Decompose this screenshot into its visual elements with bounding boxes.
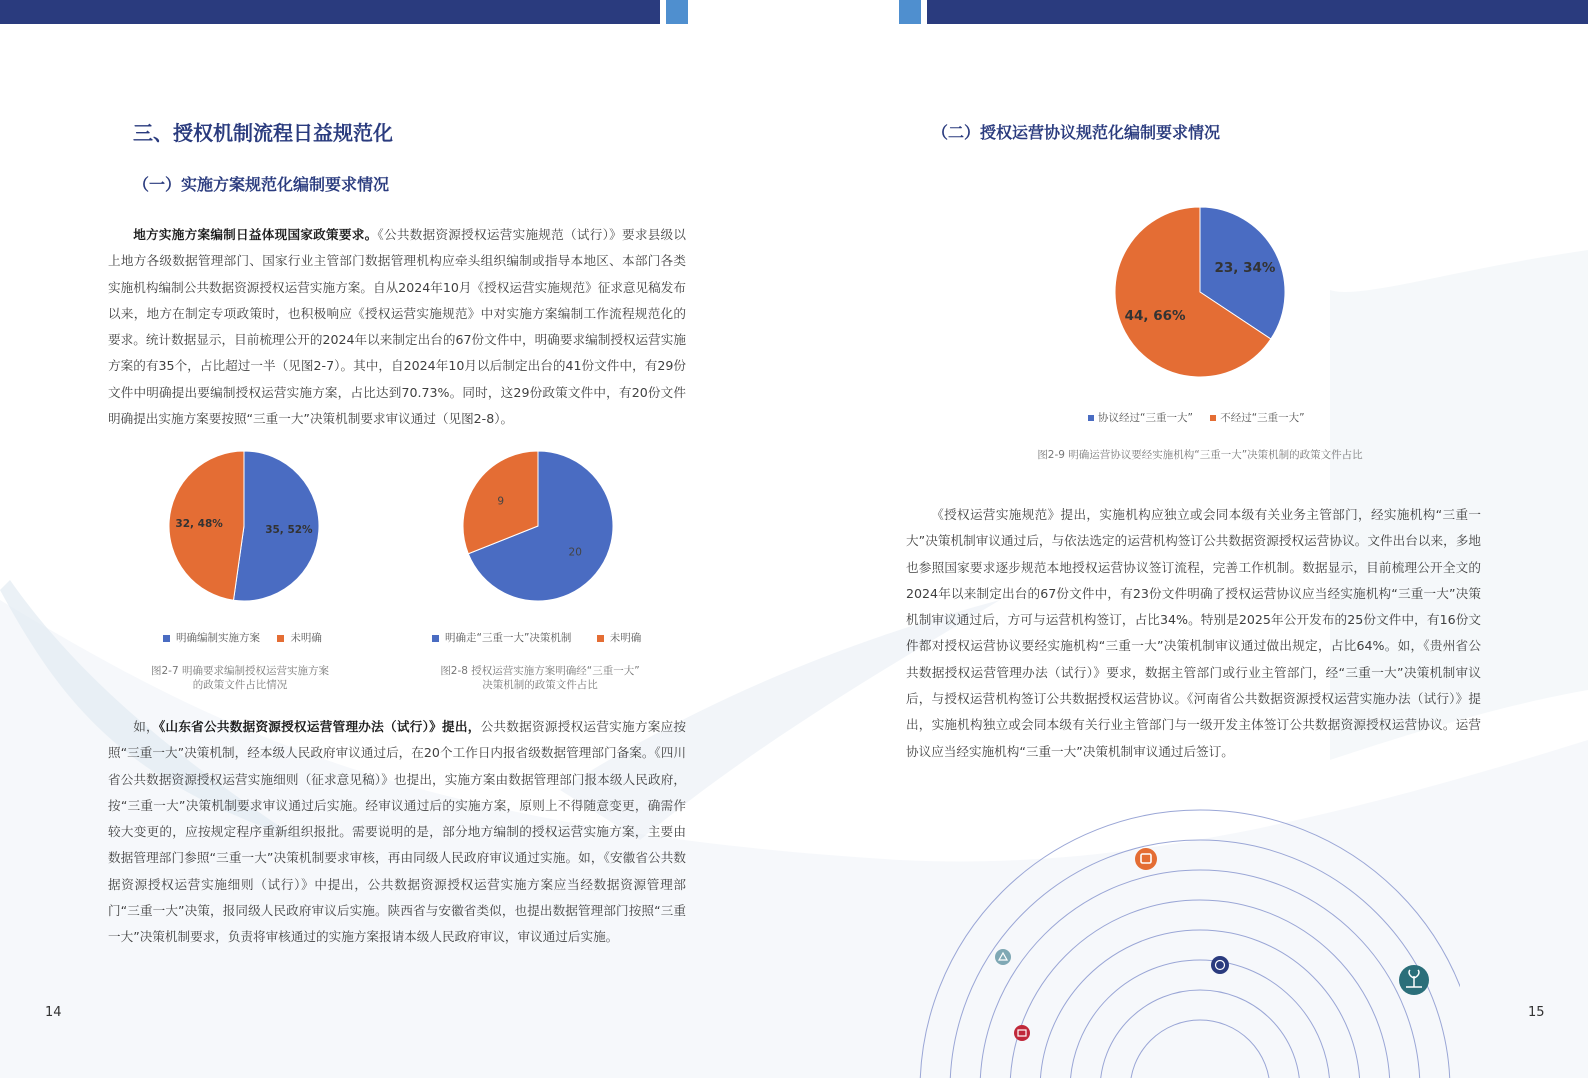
legend-item xyxy=(432,630,571,645)
subsection-title-left: （一）实施方案规范化编制要求情况 xyxy=(133,175,390,194)
page-number-left: 14 xyxy=(45,1005,62,1020)
legend-fig2-9 xyxy=(1088,410,1319,425)
legend-item xyxy=(1088,410,1193,425)
paragraph-3: 《授权运营实施规范》提出，实施机构应独立或会同本级有关业务主管部门，经实施机构“三重一大”决策机制审议通过后，与依法选定的运营机构签订公共数据资源授权运营协议。文件出台以来，多地也参照国家要求逐步规范本地授权运营协议签订流程，完善工作机制。数据显示，目前梳理公开全文的2024年以来制定出台的67份文件中，有23份文件明确了授权运营协议应当经实施机构“三重一大”决策机制审议通过后，方可与运营机构签订，占比34%。特别是2025年公开发布的25份文件中，有16份文件都对授权运营协议要经实施机构“三重一大”决策机制审议通过做出规定，占比64%。如，《贵州省公共数据授权运营管理办法（试行）》要求，数据主管部门或行业主管部门，经“三重一大”决策机制审议后，与授权运营机构签订公共数据授权运营协议。《河南省公共数据资源授权运营实施办法（试行）》提出，实施机构独立或会同本级有关行业主管部门与一级开发主体签订公共数据资源授权运营协议。运营协议应当经实施机构“三重一大”决策机制审议通过后签订。 xyxy=(906,507,1481,759)
data-label: 23, 34% xyxy=(1214,259,1276,276)
top-bar-right xyxy=(927,0,1588,24)
plant-icon xyxy=(1399,965,1429,995)
data-label: 44, 66% xyxy=(1124,308,1186,325)
caption-line: 图2-8 授权运营实施方案明确经“三重一大” xyxy=(440,665,640,677)
paragraph-2-prefix: 如， xyxy=(133,719,159,734)
legend-swatch-blue xyxy=(432,635,439,642)
pie-chart-fig2-8 xyxy=(462,450,614,602)
legend-item xyxy=(1210,410,1304,425)
paragraph-2-lead: 《山东省公共数据资源授权运营管理办法（试行）》提出， xyxy=(158,719,481,734)
data-label: 32, 48% xyxy=(175,517,223,530)
caption-fig2-9: 图2-9 明确运营协议要经实施机构“三重一大”决策机制的政策文件占比 xyxy=(1037,449,1363,461)
legend-label: 未明确 xyxy=(290,632,322,644)
data-label: 35, 52% xyxy=(265,524,313,537)
legend-swatch-blue xyxy=(163,635,170,642)
paragraph-2 xyxy=(108,714,686,951)
paragraph-1-lead: 地方实施方案编制日益体现国家政策要求。 xyxy=(133,227,378,242)
legend-swatch-orange xyxy=(277,635,284,642)
legend-swatch-blue xyxy=(1088,415,1094,421)
caption-line: 的政策文件占比情况 xyxy=(192,679,288,691)
pie-chart-fig2-7 xyxy=(168,450,320,602)
globe-icon xyxy=(1211,956,1229,974)
paragraph-2-body: 公共数据资源授权运营实施方案应按照“三重一大”决策机制，经本级人民政府审议通过后，在20个工作日内报省级数据管理部门备案。《四川省公共数据资源授权运营实施细则（征求意见稿）》也提出，实施方案由数据管理部门报本级人民政府，按“三重一大”决策机制要求审议通过后实施。经审议通过后的实施方案，原则上不得随意变更，确需作较大变更的，应按规定程序重新组织报批。需要说明的是，部分地方编制的授权运营实施方案，主要由数据管理部门参照“三重一大”决策机制要求审核，再由同级人民政府审议通过实施。如，《安徽省公共数据资源授权运营实施细则（试行）》中提出，公共数据资源授权运营实施方案应当经数据资源管理部门“三重一大”决策，报同级人民政府审议后实施。陕西省与安徽省类似，也提出数据管理部门按照“三重一大”决策机制要求，负责将审核通过的实施方案报请本级人民政府审议，审议通过后实施。 xyxy=(108,719,687,945)
top-bar-left xyxy=(0,0,660,24)
caption-line: 决策机制的政策文件占比 xyxy=(482,679,598,691)
page-number-right: 15 xyxy=(1528,1005,1545,1020)
team-icon xyxy=(1135,848,1157,870)
legend-swatch-orange xyxy=(1210,415,1216,421)
caption-fig2-7 xyxy=(140,664,340,692)
data-label: 9 xyxy=(497,495,505,508)
subsection-title-right: （二）授权运营协议规范化编制要求情况 xyxy=(932,123,1221,142)
medical-bag-icon xyxy=(1014,1025,1030,1041)
top-bar-right-accent xyxy=(899,0,921,24)
legend-fig2-8 xyxy=(432,630,655,645)
legend-item xyxy=(277,630,322,645)
paragraph-1 xyxy=(108,222,686,432)
legend-swatch-orange xyxy=(597,635,604,642)
pie-chart-fig2-9 xyxy=(1114,206,1286,378)
section-title: 三、授权机制流程日益规范化 xyxy=(133,121,393,145)
legend-label: 不经过“三重一大” xyxy=(1220,412,1305,424)
legend-label: 明确走“三重一大”决策机制 xyxy=(445,632,572,644)
caption-fig2-8 xyxy=(420,664,660,692)
caption-line: 图2-7 明确要求编制授权运营实施方案 xyxy=(151,665,329,677)
legend-item xyxy=(597,630,642,645)
building-icon xyxy=(995,949,1011,965)
concentric-rings-decoration xyxy=(900,800,1460,1078)
data-label: 20 xyxy=(568,546,582,559)
legend-label: 明确编制实施方案 xyxy=(176,632,260,644)
legend-label: 协议经过“三重一大” xyxy=(1098,412,1193,424)
top-bar-left-accent xyxy=(666,0,688,24)
legend-fig2-7 xyxy=(163,630,336,645)
legend-label: 未明确 xyxy=(609,632,642,644)
paragraph-1-body: 《公共数据资源授权运营实施规范（试行）》要求县级以上地方各级数据管理部门、国家行业主管部门数据管理机构应牵头组织编制或指导本地区、本部门各类实施机构编制公共数据资源授权运营实施方案。自从2024年10月《授权运营实施规范》征求意见稿发布以来，地方在制定专项政策时，也积极响应《授权运营实施规范》中对实施方案编制工作流程规范化的要求。统计数据显示，目前梳理公开的2024年以来制定出台的67份文件中，明确要求编制授权运营实施方案的有35个，占比超过一半（见图2-7）。其中，自2024年10月以后制定出台的41份文件中，有29份文件中明确提出要编制授权运营实施方案，占比达到70.73%。同时，这29份政策文件中，有20份文件明确提出实施方案要按照“三重一大”决策机制要求审议通过（见图2-8）。 xyxy=(108,227,687,427)
legend-item xyxy=(163,630,260,645)
